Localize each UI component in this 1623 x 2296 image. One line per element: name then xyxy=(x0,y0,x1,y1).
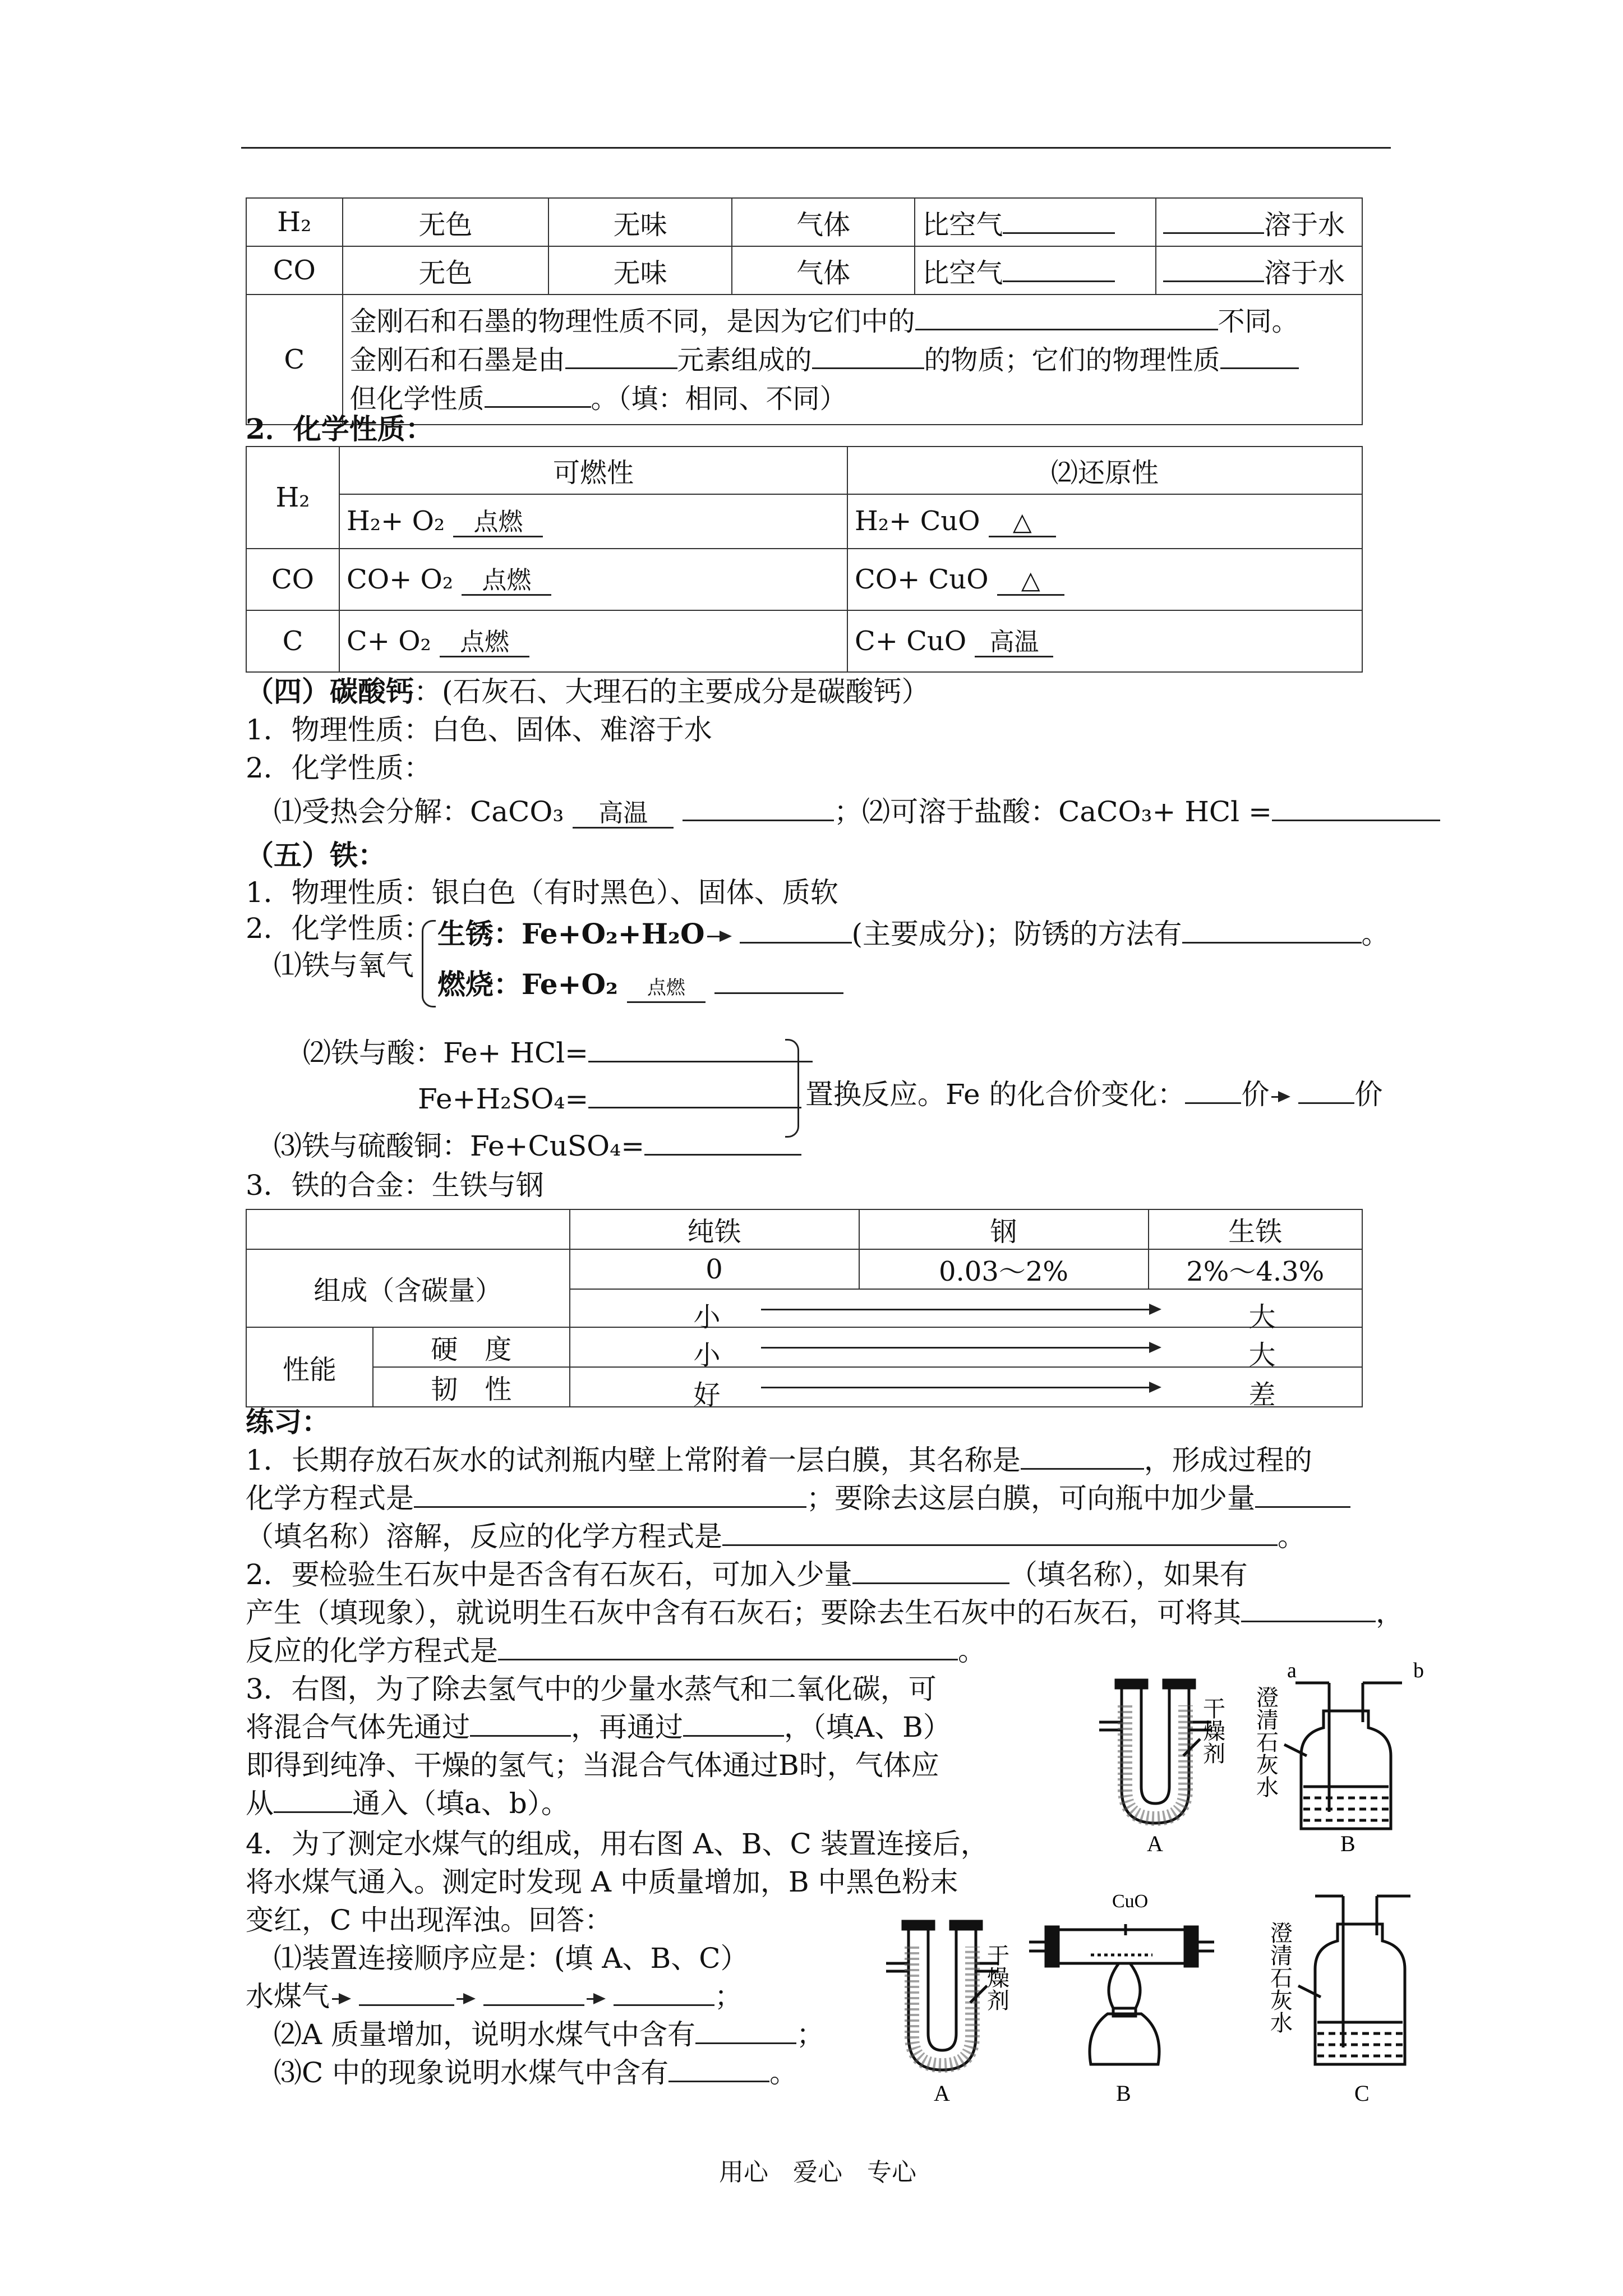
lime-label: 澄 xyxy=(1270,1921,1293,1946)
solubility-label: 溶于水 xyxy=(1264,257,1345,289)
q3-line2 xyxy=(246,1708,951,1747)
blank xyxy=(1182,915,1362,944)
text: ；⑵可溶于盐酸：CaCO₃+ HCl = xyxy=(834,795,1272,828)
reactants: CO+ CuO xyxy=(855,563,989,595)
q4-line5 xyxy=(246,1977,743,2016)
text: 价 xyxy=(1354,1078,1383,1111)
text: （四）碳酸钙 xyxy=(246,675,414,708)
blank xyxy=(588,1034,813,1062)
condition: △ xyxy=(989,509,1056,537)
q1-line2 xyxy=(246,1479,1350,1518)
blank xyxy=(812,341,924,369)
footer: 用心 爱心 专心 xyxy=(719,2158,916,2187)
blank xyxy=(1220,341,1299,369)
lime-label: 石 xyxy=(1270,1966,1293,1991)
table-row xyxy=(246,1367,1362,1407)
blank xyxy=(683,793,834,821)
lime-label: 清 xyxy=(1270,1943,1293,1968)
iron-acid-2 xyxy=(418,1079,801,1119)
column-header: 纯铁 xyxy=(570,1209,859,1249)
chemical-properties-table xyxy=(246,446,1363,673)
text: Fe+H₂SO₄= xyxy=(418,1083,589,1115)
q3-line4 xyxy=(246,1784,569,1823)
figure-q4-apparatus xyxy=(866,1874,1438,2109)
table-row xyxy=(246,549,1362,610)
practice-title: 练习： xyxy=(246,1405,330,1438)
arrow-icon xyxy=(587,1998,603,2000)
arrow-icon xyxy=(332,1998,349,2000)
label-C: C xyxy=(1354,2081,1370,2106)
iron-alloy: 3．铁的合金：生铁与钢 xyxy=(246,1169,544,1202)
gas-wash-bottle-icon xyxy=(1284,1683,1402,1829)
solubility-label: 溶于水 xyxy=(1264,209,1345,241)
text: 。 xyxy=(769,2056,798,2089)
text: 。 xyxy=(958,1635,986,1667)
column-header: 钢 xyxy=(859,1209,1149,1249)
arrow-icon xyxy=(761,1309,1159,1310)
smell-cell: 无味 xyxy=(548,246,732,295)
blank xyxy=(668,2054,769,2082)
text: (主要成分)；防锈的方法有 xyxy=(851,918,1182,950)
blank xyxy=(1255,1479,1350,1508)
table-row xyxy=(246,447,1362,494)
table-row xyxy=(246,494,1362,549)
text: ； xyxy=(796,2018,825,2051)
condition: 高温 xyxy=(573,800,674,829)
caco3-chemical: 2．化学性质： xyxy=(246,752,432,784)
text: 不同。 xyxy=(1218,305,1299,337)
substance-cell: H₂ xyxy=(246,447,339,549)
cuo-label: CuO xyxy=(1112,1891,1149,1912)
text: 化学方程式是 xyxy=(246,1482,414,1515)
table-row xyxy=(246,1327,1362,1367)
combustion-tube-icon xyxy=(1029,1924,1214,2064)
solubility-cell xyxy=(1156,198,1362,246)
table-row xyxy=(246,1249,1362,1289)
blank xyxy=(565,341,677,369)
cell: 0 xyxy=(570,1249,859,1289)
lime-label: 石 xyxy=(1256,1730,1279,1755)
table-row xyxy=(246,610,1362,672)
iron-chemical: 2．化学性质： xyxy=(246,912,432,945)
reactants: C+ O₂ xyxy=(347,625,431,657)
column-header: 生铁 xyxy=(1149,1209,1363,1249)
condition: 高温 xyxy=(975,629,1053,657)
inlet-a: a xyxy=(1287,1660,1297,1682)
text: 置换反应。Fe 的化合价变化： xyxy=(805,1078,1186,1111)
dry-label: 剂 xyxy=(987,1988,1009,2013)
table-row xyxy=(246,295,1362,425)
blank xyxy=(1003,254,1115,282)
condition: 点燃 xyxy=(462,567,551,596)
label-B: B xyxy=(1116,2081,1131,2106)
blank xyxy=(915,302,1218,330)
smell-cell: 无味 xyxy=(548,198,732,246)
text: 产生（填现象），就说明生石灰中含有石灰石；要除去生石灰中的石灰石，可将其 xyxy=(246,1596,1241,1629)
label-A: A xyxy=(1147,1831,1163,1856)
solubility-cell xyxy=(1156,246,1362,295)
substance-cell: H₂ xyxy=(246,198,343,246)
q2-line1 xyxy=(246,1555,1248,1594)
trend-cell xyxy=(570,1367,1363,1411)
trend-start: 好 xyxy=(693,1379,721,1411)
dry-label: 干 xyxy=(1203,1696,1225,1722)
lime-label: 水 xyxy=(1256,1775,1279,1800)
text: 价 xyxy=(1241,1078,1270,1111)
text: 反应的化学方程式是 xyxy=(246,1635,498,1667)
q3-line3: 即得到纯净、干燥的氢气；当混合气体通过B时，气体应 xyxy=(246,1749,939,1782)
blank xyxy=(614,1977,714,2006)
u-tube-drying-icon xyxy=(1099,1680,1211,1823)
text: 通入（填a、b）。 xyxy=(352,1787,569,1820)
trend-end: 差 xyxy=(1248,1379,1276,1411)
condition: 点燃 xyxy=(453,509,543,537)
iron-physical: 1．物理性质：银白色（有时黑色）、固体、质软 xyxy=(246,876,838,909)
q1-line1 xyxy=(246,1441,1312,1480)
blank xyxy=(1003,205,1115,234)
blank xyxy=(1021,1441,1144,1470)
lime-label: 灰 xyxy=(1270,1988,1293,2013)
q2-line2 xyxy=(246,1593,1404,1632)
physical-properties-table xyxy=(246,197,1363,425)
trend-end: 大 xyxy=(1248,1301,1276,1333)
text: 将混合气体先通过 xyxy=(246,1711,470,1743)
density-label: 比空气 xyxy=(922,257,1003,289)
blank xyxy=(852,1556,1009,1584)
text: 元素组成的 xyxy=(677,344,812,376)
substance-cell: CO xyxy=(246,549,339,610)
reactants: H₂+ O₂ xyxy=(347,505,445,537)
text: ⑶铁与硫酸铜：Fe+CuSO₄= xyxy=(274,1130,645,1162)
caco3-title xyxy=(246,672,930,711)
trend-cell xyxy=(570,1289,1363,1333)
q3-line1: 3．右图，为了除去氢气中的少量水蒸气和二氧化碳，可 xyxy=(246,1673,937,1705)
condition: △ xyxy=(997,567,1064,596)
label-B: B xyxy=(1340,1831,1355,1856)
text: ； xyxy=(714,1980,743,2013)
equation-cell xyxy=(339,494,847,549)
text: 但化学性质 xyxy=(349,383,485,415)
u-tube-drying-icon xyxy=(886,1921,998,2070)
text: 水煤气 xyxy=(246,1980,330,2013)
left-brace xyxy=(422,920,436,1007)
equation-cell xyxy=(339,549,847,610)
carbon-note-cell xyxy=(343,295,1362,425)
condition: 点燃 xyxy=(627,974,706,1003)
color-cell: 无色 xyxy=(343,198,549,246)
lime-label: 澄 xyxy=(1256,1685,1279,1710)
q4-line4: ⑴装置连接顺序应是：(填 A、B、C） xyxy=(274,1942,749,1975)
blank xyxy=(1241,1594,1376,1622)
iron-cuso4 xyxy=(274,1126,801,1166)
blank xyxy=(1163,254,1264,282)
text: 金刚石和石墨是由 xyxy=(349,344,565,376)
text: 燃烧：Fe+O₂ xyxy=(437,968,618,1001)
blank xyxy=(683,1708,784,1737)
figure-q3-apparatus xyxy=(1088,1660,1447,1862)
text: 金刚石和石墨的物理性质不同，是因为它们中的 xyxy=(349,305,915,337)
density-label: 比空气 xyxy=(922,209,1003,241)
dry-label: 干 xyxy=(987,1943,1009,1968)
table-row xyxy=(246,198,1362,246)
section-title: 2．化学性质： xyxy=(246,412,434,445)
cell: 2%～4.3% xyxy=(1149,1249,1363,1289)
q4-line2: 将水煤气通入。测定时发现 A 中质量增加，B 中黑色粉末 xyxy=(246,1866,958,1898)
text: 1．长期存放石灰水的试剂瓶内壁上常附着一层白膜，其名称是 xyxy=(246,1444,1021,1476)
blank xyxy=(414,1479,806,1508)
caco3-reactions xyxy=(274,792,1440,831)
text: 。 xyxy=(1278,1520,1306,1553)
text: ⑴受热会分解：CaCO₃ xyxy=(274,795,564,828)
blank xyxy=(498,1632,958,1660)
right-brace xyxy=(785,1039,799,1138)
q4-line1: 4．为了测定水煤气的组成，用右图 A、B、C 装置连接后， xyxy=(246,1828,989,1860)
density-cell xyxy=(915,198,1156,246)
trend-start: 小 xyxy=(693,1340,721,1371)
empty-cell xyxy=(246,1209,570,1249)
toughness-label: 韧 性 xyxy=(373,1367,570,1407)
text: ，（填A、B） xyxy=(784,1711,951,1743)
text: ，再通过 xyxy=(571,1711,683,1743)
text: ，形成过程的 xyxy=(1144,1444,1312,1476)
text: 。（填：相同、不同） xyxy=(591,383,847,415)
color-cell: 无色 xyxy=(343,246,549,295)
text: 从 xyxy=(246,1787,274,1820)
q4-line6 xyxy=(274,2015,824,2054)
column-header: ⑵还原性 xyxy=(847,447,1362,494)
arrow-icon xyxy=(761,1387,1159,1388)
blank xyxy=(722,1517,1278,1546)
rust-equation xyxy=(437,914,1390,954)
text: ， xyxy=(1376,1596,1404,1629)
displacement-note xyxy=(805,1075,1382,1114)
arrow-icon xyxy=(761,1347,1159,1349)
text: 的物质；它们的物理性质 xyxy=(924,344,1220,376)
iron-alloy-table xyxy=(246,1209,1363,1411)
q1-line3 xyxy=(246,1517,1306,1556)
equation-cell xyxy=(847,494,1362,549)
blank xyxy=(274,1784,352,1813)
blank xyxy=(1298,1075,1354,1104)
text: ⑵A 质量增加，说明水煤气中含有 xyxy=(274,2018,696,2051)
equation-cell xyxy=(339,610,847,672)
text: ；要除去这层白膜，可向瓶中加少量 xyxy=(806,1482,1255,1515)
reactants: C+ CuO xyxy=(855,625,967,657)
text: （填名称），如果有 xyxy=(1009,1558,1248,1591)
condition: 点燃 xyxy=(440,629,529,657)
q4-line7 xyxy=(274,2053,797,2092)
table-row xyxy=(246,1209,1362,1249)
arrow-icon xyxy=(1271,1096,1288,1098)
reactants: H₂+ CuO xyxy=(855,505,980,537)
equation-cell xyxy=(847,549,1362,610)
dry-label: 燥 xyxy=(1203,1719,1225,1744)
performance-label: 性能 xyxy=(246,1327,373,1407)
gas-wash-bottle-icon xyxy=(1298,1896,1410,2064)
composition-label: 组成（含碳量） xyxy=(246,1249,570,1327)
q2-line3 xyxy=(246,1631,986,1671)
arrow-icon xyxy=(707,936,730,937)
outlet-b: b xyxy=(1413,1660,1424,1682)
dry-label: 剂 xyxy=(1203,1741,1225,1766)
text: ⑶C 中的现象说明水煤气中含有 xyxy=(274,2056,669,2089)
trend-cell xyxy=(570,1327,1363,1371)
text: ：(石灰石、大理石的主要成分是碳酸钙） xyxy=(414,675,930,708)
text: 。 xyxy=(1361,918,1390,950)
trend-end: 大 xyxy=(1248,1340,1276,1371)
blank xyxy=(1163,205,1264,234)
iron-oxygen-label: ⑴铁与氧气 xyxy=(274,949,414,982)
cell: 0.03～2% xyxy=(859,1249,1149,1289)
state-cell: 气体 xyxy=(732,198,915,246)
label-A: A xyxy=(934,2081,950,2106)
blank xyxy=(483,1977,584,2006)
text: 2．要检验生石灰中是否含有石灰石，可加入少量 xyxy=(246,1558,852,1591)
substance-cell: C xyxy=(246,610,339,672)
reactants: CO+ O₂ xyxy=(347,563,454,595)
text: ⑵铁与酸：Fe+ HCl= xyxy=(303,1037,589,1069)
column-header: 可燃性 xyxy=(339,447,847,494)
density-cell xyxy=(915,246,1156,295)
burn-equation xyxy=(437,965,843,1004)
table-row xyxy=(246,246,1362,295)
text: 生锈：Fe+O₂+H₂O xyxy=(437,917,705,950)
blank xyxy=(359,1977,454,2006)
substance-cell: CO xyxy=(246,246,343,295)
blank xyxy=(1185,1075,1241,1104)
header-rule xyxy=(241,147,1391,149)
iron-acid-1 xyxy=(303,1033,813,1073)
hardness-label: 硬 度 xyxy=(373,1327,570,1367)
arrow-icon xyxy=(457,1998,473,2000)
blank xyxy=(644,1127,801,1156)
blank xyxy=(470,1708,571,1737)
text: （填名称）溶解，反应的化学方程式是 xyxy=(246,1520,722,1553)
blank xyxy=(588,1080,801,1108)
blank xyxy=(1272,793,1440,821)
blank xyxy=(695,2016,796,2044)
blank xyxy=(714,965,843,994)
iron-title: （五）铁： xyxy=(246,839,386,872)
blank xyxy=(740,915,852,944)
lime-label: 清 xyxy=(1256,1708,1279,1733)
state-cell: 气体 xyxy=(732,246,915,295)
q4-line3: 变红，C 中出现浑浊。回答： xyxy=(246,1904,613,1936)
substance-cell: C xyxy=(246,295,343,425)
lime-label: 水 xyxy=(1270,2010,1293,2036)
equation-cell xyxy=(847,610,1362,672)
dry-label: 燥 xyxy=(987,1966,1009,1991)
caco3-physical: 1．物理性质：白色、固体、难溶于水 xyxy=(246,714,712,746)
blank xyxy=(485,379,591,408)
trend-start: 小 xyxy=(693,1301,721,1333)
lime-label: 灰 xyxy=(1256,1752,1279,1778)
